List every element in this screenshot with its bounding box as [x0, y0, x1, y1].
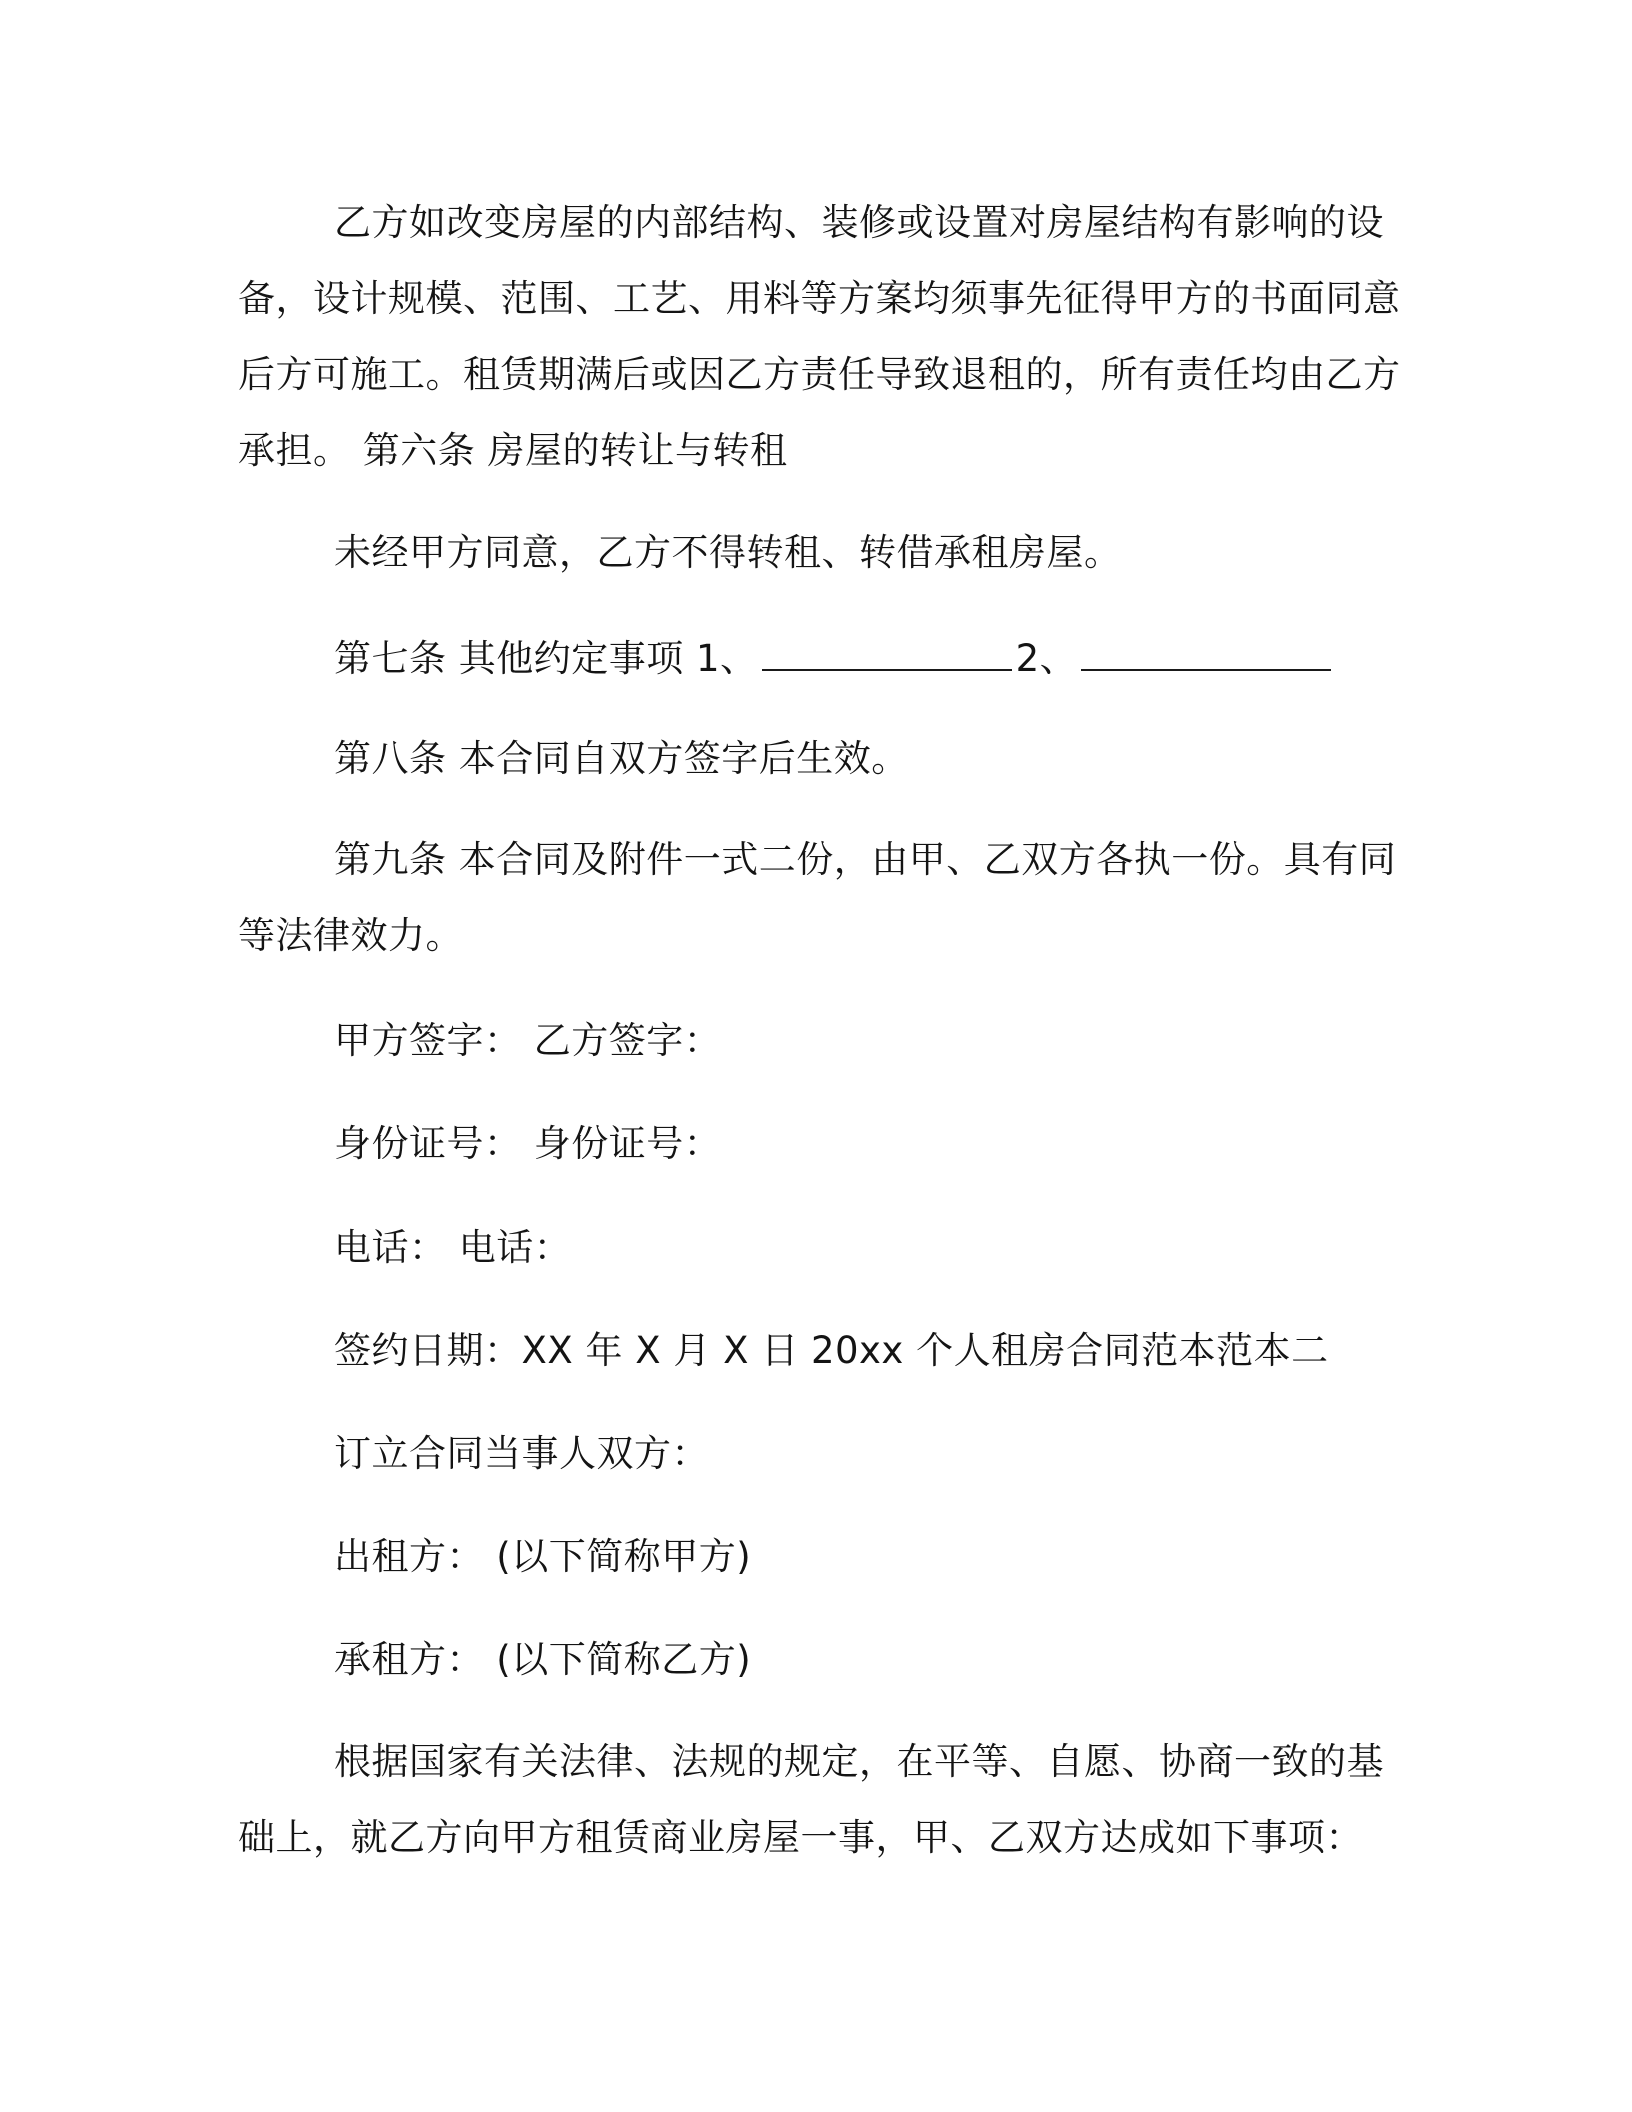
paragraph-article-9: 第九条 本合同及附件一式二份，由甲、乙双方各执一份。具有同等法律效力。: [238, 838, 1397, 957]
paragraph-alterations-and-article-6: 乙方如改变房屋的内部结构、装修或设置对房屋结构有影响的设备，设计规模、范围、工艺、用料等方案均须事先征得甲方的书面同意后方可施工。租赁期满后或因乙方责任导致退租的，所有责任均由乙方承担。 第六条 房屋的转让与转租: [238, 201, 1401, 472]
blank-line-1: [762, 633, 1012, 671]
signature-line: 甲方签字： 乙方签字：: [334, 1019, 722, 1062]
signing-date-line: 签约日期：XX 年 X 月 X 日 20xx 个人租房合同范本范本二: [334, 1329, 1329, 1372]
phone-line: 电话： 电话：: [334, 1226, 572, 1269]
paragraph-article-8: 第八条 本合同自双方签字后生效。: [334, 737, 909, 780]
contract-parties-heading: 订立合同当事人双方：: [334, 1432, 709, 1475]
blank-line-2: [1081, 633, 1331, 671]
id-number-line: 身份证号： 身份证号：: [334, 1122, 722, 1165]
article-7-text: 第七条 其他约定事项 1、: [334, 637, 758, 680]
lessor-line: 出租方： (以下简称甲方): [334, 1535, 752, 1578]
paragraph-sublease-restriction: 未经甲方同意，乙方不得转租、转借承租房屋。: [334, 531, 1122, 574]
article-7-item-2: 2、: [1015, 637, 1078, 680]
lessee-line: 承租方： (以下简称乙方): [334, 1638, 752, 1681]
paragraph-legal-basis: 根据国家有关法律、法规的规定，在平等、自愿、协商一致的基础上，就乙方向甲方租赁商业房屋一事，甲、乙双方达成如下事项：: [238, 1740, 1384, 1859]
paragraph-article-7: [238, 621, 1410, 697]
